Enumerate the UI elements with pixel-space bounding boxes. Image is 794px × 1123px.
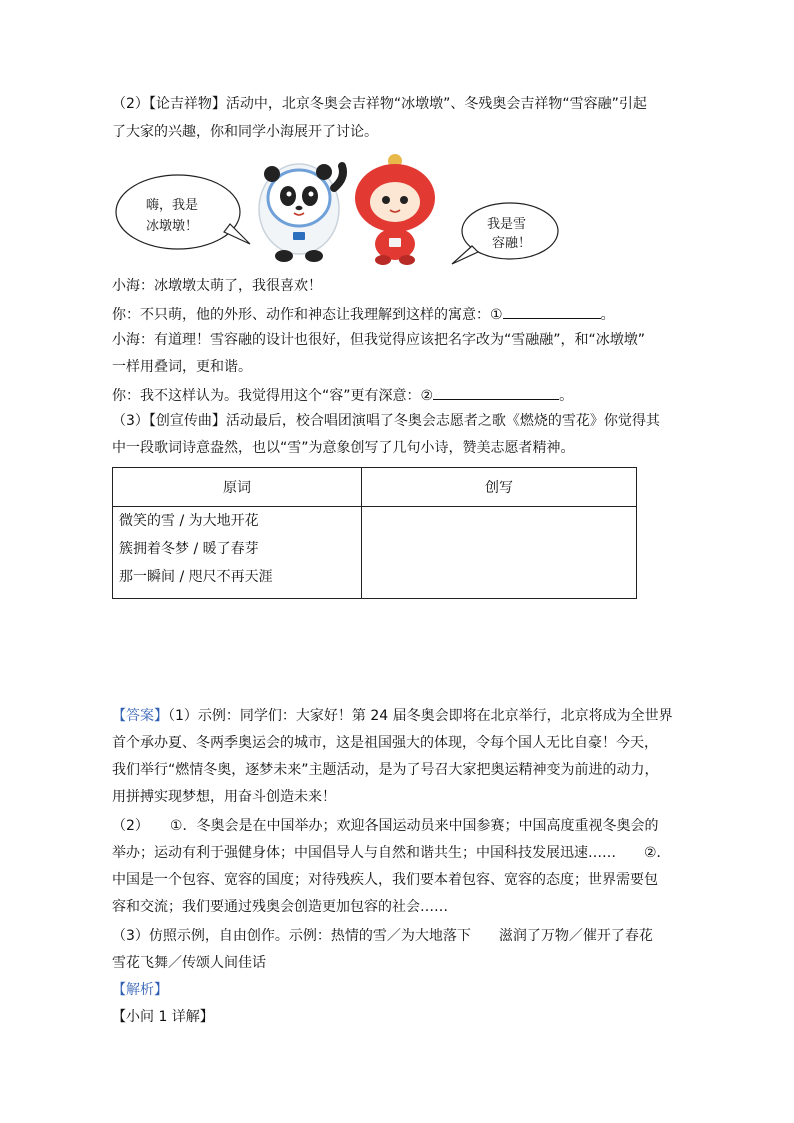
answer-blank-1[interactable]	[503, 305, 601, 319]
answer-line-10: 雪花飞舞／传颂人间佳话	[112, 955, 266, 971]
dialog-line-5-text: 你：我不这样认为。我觉得用这个“容”更有深意：②	[112, 388, 434, 404]
table-header-creation: 创写	[362, 468, 637, 507]
answer-line-1	[112, 708, 673, 724]
shuey-rhon-rhon-mascot	[355, 154, 435, 265]
answer-blank-2[interactable]	[433, 386, 559, 400]
answer-text-1: （1）示例：同学们：大家好！第 24 届冬奥会即将在北京举行，北京将成为全世界	[168, 708, 673, 724]
lyrics-table	[112, 467, 637, 599]
speech-bubble-left	[116, 175, 250, 249]
analysis-label: 【解析】	[112, 982, 168, 998]
answer-line-7: 中国是一个包容、宽容的国度；对待残疾人，我们要本着包容、宽容的态度；世界需要包	[112, 872, 658, 888]
dialog-line-5-period: 。	[559, 388, 574, 404]
analysis-sub-label: 【小问 1 详解】	[112, 1009, 214, 1025]
bubble-left-line2: 冰墩墩！	[146, 219, 199, 234]
answer-line-2: 首个承办夏、冬两季奥运会的城市，这是祖国强大的体现，令每个国人无比自豪！今天，	[112, 735, 658, 751]
q2-intro-line2: 了大家的兴趣，你和同学小海展开了讨论。	[112, 124, 378, 140]
bubble-left-line1: 嗨，我是	[146, 198, 199, 213]
dialog-line-2-text: 你：不只萌，他的外形、动作和神态让我理解到这样的寓意：①	[112, 307, 503, 323]
table-header-original: 原词	[113, 468, 362, 507]
dialog-line-3: 小海：有道理！雪容融的设计也很好，但我觉得应该把名字改为“雪融融”，和“冰墩墩”	[112, 332, 646, 348]
q3-line1: （3）【创宣传曲】活动最后，校合唱团演唱了冬奥会志愿者之歌《燃烧的雪花》你觉得其	[112, 413, 660, 429]
dialog-line-2-period: 。	[600, 307, 615, 323]
table-cell-creation[interactable]	[362, 507, 637, 599]
q2-intro-line1: （2）【论吉祥物】活动中，北京冬奥会吉祥物“冰墩墩”、冬残奥会吉祥物“雪容融”引起	[112, 96, 647, 112]
dialog-line-4: 一样用叠词，更和谐。	[112, 359, 252, 375]
answer-line-4: 用拼搏实现梦想，用奋斗创造未来！	[112, 789, 336, 805]
original-lyric-line-3: 那一瞬间 / 咫尺不再天涯	[119, 569, 273, 585]
bubble-right-line1: 我是雪	[487, 217, 527, 232]
original-lyric-line-2: 簇拥着冬梦 / 暖了春芽	[119, 541, 259, 557]
answer-label: 【答案】	[112, 708, 168, 724]
dialog-line-1: 小海：冰墩墩太萌了，我很喜欢！	[112, 278, 322, 294]
dialog-line-5	[112, 386, 573, 404]
answer-line-3: 我们举行“燃情冬奥，逐梦未来”主题活动，是为了号召大家把奥运精神变为前进的动力，	[112, 762, 659, 778]
answer-line-6: 举办；运动有利于强健身体；中国倡导人与自然和谐共生；中国科技发展迅速…… ②．	[112, 845, 671, 861]
table-cell-original	[113, 507, 362, 599]
q3-line2: 中一段歌词诗意盎然，也以“雪”为意象创写了几句小诗，赞美志愿者精神。	[112, 440, 575, 456]
answer-line-5: （2） ①．冬奥会是在中国举办；欢迎各国运动员来中国参赛；中国高度重视冬奥会的	[112, 818, 659, 834]
original-lyric-line-1: 微笑的雪 / 为大地开花	[119, 513, 259, 529]
bubble-right-line2: 容融！	[492, 236, 532, 251]
bing-dwen-dwen-mascot	[259, 164, 343, 262]
mascot-illustration	[112, 152, 572, 267]
dialog-line-2	[112, 305, 615, 323]
answer-line-8: 容和交流；我们要通过残奥会创造更加包容的社会……	[112, 899, 448, 915]
answer-line-9: （3）仿照示例，自由创作。示例：热情的雪／为大地落下 滋润了万物／催开了春花	[112, 928, 653, 944]
speech-bubble-right	[452, 203, 558, 264]
